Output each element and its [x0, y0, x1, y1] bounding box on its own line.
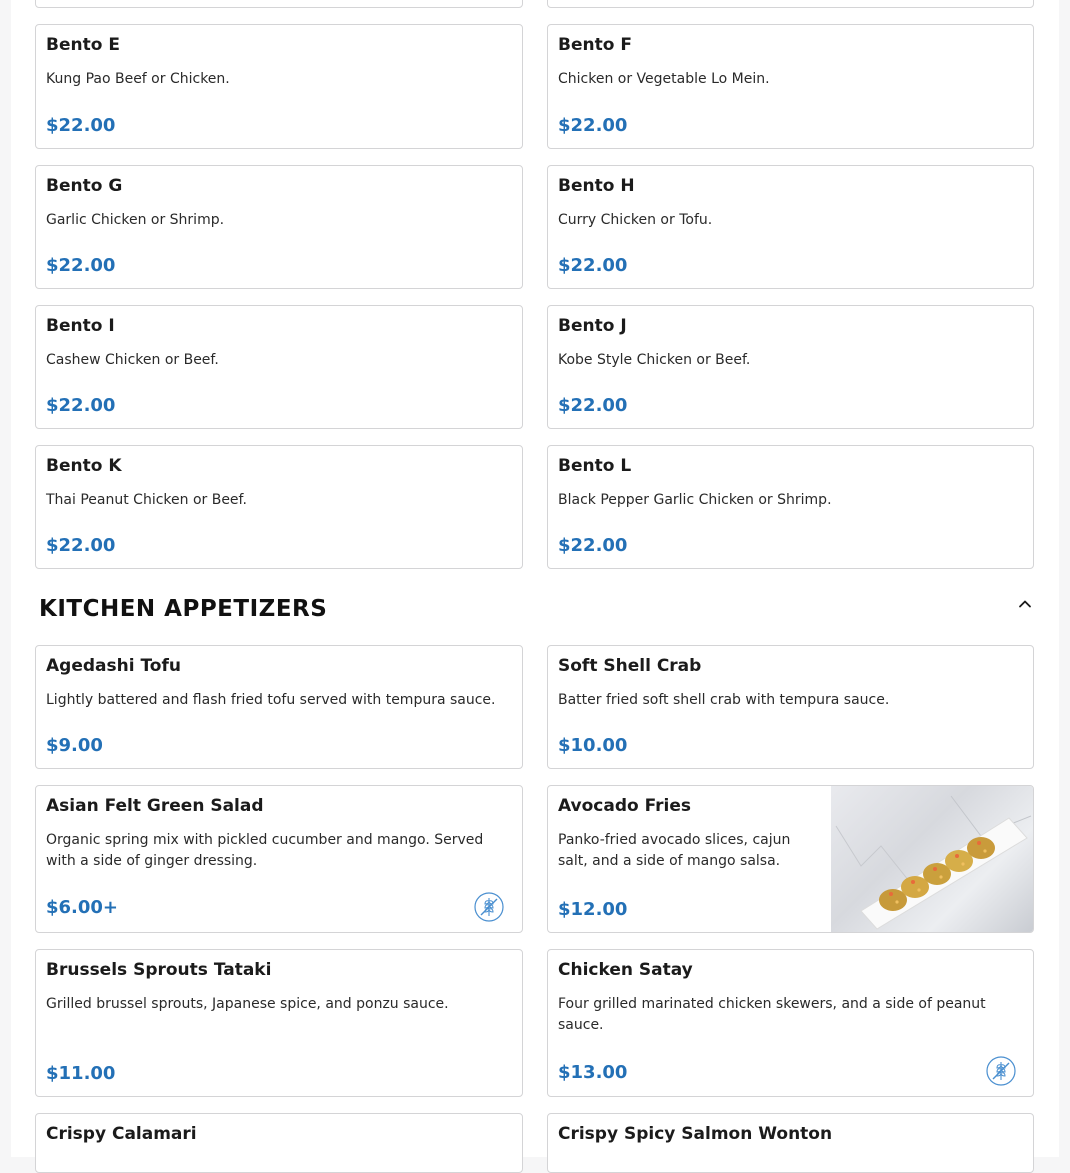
menu-item-card[interactable]	[35, 645, 523, 769]
item-name: Bento H	[558, 176, 635, 196]
item-name: Asian Felt Green Salad	[46, 796, 264, 816]
item-description: Curry Chicken or Tofu.	[558, 212, 713, 228]
item-description: Black Pepper Garlic Chicken or Shrimp.	[558, 492, 832, 508]
item-price: $22.00	[46, 255, 116, 276]
menu-item-card[interactable]	[547, 645, 1034, 769]
item-description: Chicken or Vegetable Lo Mein.	[558, 71, 770, 87]
item-description: Cashew Chicken or Beef.	[46, 352, 219, 368]
item-description: Panko-fried avocado slices, cajun salt, and a side of mango salsa.	[558, 832, 791, 869]
collapse-section-button[interactable]	[1013, 592, 1037, 616]
item-name: Brussels Sprouts Tataki	[46, 960, 272, 980]
item-price: $22.00	[558, 115, 628, 136]
item-price: $10.00	[558, 735, 628, 756]
item-description: Grilled brussel sprouts, Japanese spice, and ponzu sauce.	[46, 996, 449, 1012]
item-price: $11.00	[46, 1063, 116, 1084]
menu-item-card[interactable]	[35, 785, 523, 933]
gluten-free-icon	[986, 1056, 1016, 1086]
item-description: Four grilled marinated chicken skewers, and a side of peanut sauce.	[558, 996, 986, 1033]
item-name: Bento J	[558, 316, 627, 336]
menu-item-card[interactable]	[35, 1113, 523, 1173]
item-price: $22.00	[558, 535, 628, 556]
section-title: KITCHEN APPETIZERS	[39, 596, 328, 622]
item-description: Kung Pao Beef or Chicken.	[46, 71, 230, 87]
avocado-fries-photo[interactable]	[831, 786, 1033, 932]
menu-item-card[interactable]	[547, 305, 1034, 429]
item-price: $12.00	[558, 899, 628, 920]
item-name: Bento G	[46, 176, 123, 196]
menu-item-card[interactable]	[35, 165, 523, 289]
item-price: $22.00	[46, 395, 116, 416]
menu-item-card[interactable]	[547, 0, 1034, 8]
item-name: Avocado Fries	[558, 796, 692, 816]
food-image	[831, 786, 1033, 932]
item-description: Kobe Style Chicken or Beef.	[558, 352, 751, 368]
chevron-up-icon	[1017, 596, 1033, 612]
item-price: $22.00	[558, 255, 628, 276]
menu-item-card[interactable]	[547, 1113, 1034, 1173]
item-name: Chicken Satay	[558, 960, 693, 980]
item-name: Soft Shell Crab	[558, 656, 702, 676]
item-name: Bento F	[558, 35, 632, 55]
item-price: $22.00	[46, 115, 116, 136]
menu-item-card[interactable]	[35, 0, 523, 8]
item-name: Bento K	[46, 456, 122, 476]
item-description: Batter fried soft shell crab with tempura sauce.	[558, 692, 890, 708]
menu-item-card[interactable]	[547, 445, 1034, 569]
menu-item-card[interactable]	[547, 785, 1034, 933]
item-description: Lightly battered and flash fried tofu served with tempura sauce.	[46, 692, 496, 708]
item-name: Bento I	[46, 316, 115, 336]
item-price: $6.00+	[46, 897, 119, 918]
menu-item-card[interactable]	[35, 305, 523, 429]
item-description: Organic spring mix with pickled cucumber and mango. Served with a side of ginger dressing.	[46, 832, 484, 869]
item-description: Thai Peanut Chicken or Beef.	[46, 492, 247, 508]
item-name: Agedashi Tofu	[46, 656, 181, 676]
menu-item-card[interactable]	[35, 24, 523, 149]
item-description: Garlic Chicken or Shrimp.	[46, 212, 225, 228]
item-price: $22.00	[558, 395, 628, 416]
menu-item-card[interactable]	[35, 949, 523, 1097]
menu-item-card[interactable]	[35, 445, 523, 569]
item-name: Bento L	[558, 456, 632, 476]
menu-item-card[interactable]	[547, 165, 1034, 289]
menu-item-card[interactable]	[547, 24, 1034, 149]
item-price: $22.00	[46, 535, 116, 556]
item-name: Bento E	[46, 35, 120, 55]
item-price: $9.00	[46, 735, 103, 756]
item-price: $13.00	[558, 1062, 628, 1083]
menu-page	[11, 0, 1059, 1157]
gluten-free-icon	[474, 892, 504, 922]
item-name: Crispy Spicy Salmon Wonton	[558, 1124, 833, 1144]
menu-item-card[interactable]	[547, 949, 1034, 1097]
item-name: Crispy Calamari	[46, 1124, 197, 1144]
